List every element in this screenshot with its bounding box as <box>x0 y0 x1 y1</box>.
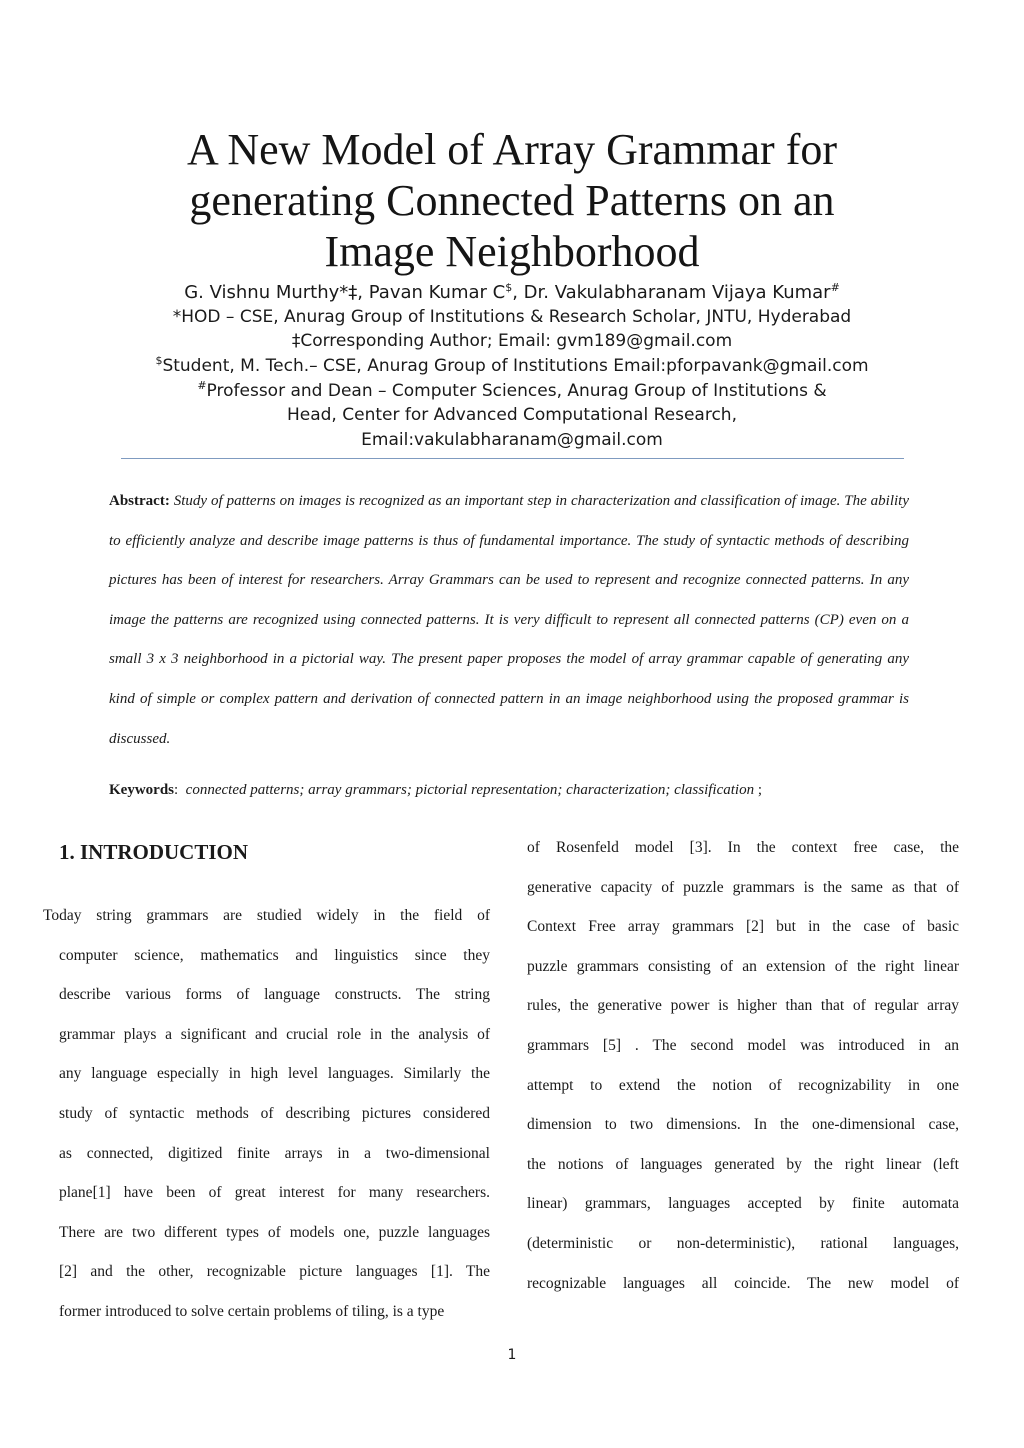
affiliation-line-5: Head, Center for Advanced Computational Research, <box>286 405 737 425</box>
left-column-line: describe various forms of language constructs. The string <box>59 986 490 1004</box>
keywords-end: ; <box>754 782 762 798</box>
left-column-line: plane[1] have been of great interest for many researchers. <box>59 1184 490 1202</box>
affiliation-line-3-text: Student, M. Tech.– CSE, Anurag Group of Institutions Email:pforpavank@gmail.com <box>162 356 869 376</box>
right-column-line: linear) grammars, languages accepted by finite automata <box>527 1195 959 1213</box>
right-column-line: dimension to two dimensions. In the one-dimensional case, <box>527 1116 959 1134</box>
abstract <box>109 482 909 759</box>
author-2: , Dr. Vakulabharanam Vijaya Kumar <box>512 282 831 303</box>
title-line-3: Image Neighborhood <box>324 227 700 276</box>
affiliation-line-3-mark: $ <box>155 354 163 367</box>
left-column-line: as connected, digitized finite arrays in a two-dimensional <box>59 1144 490 1162</box>
left-column-line: former introduced to solve certain problems of tiling, is a type <box>59 1302 445 1320</box>
right-column-line: generative capacity of puzzle grammars is the same as that of <box>527 878 959 896</box>
left-column-line: There are two different types of models one, puzzle languages <box>59 1223 490 1241</box>
keywords-separator: : <box>174 782 179 798</box>
abstract-text: Study of patterns on images is recognized as an important step in characterization and classification of image. The ability to efficiently analyze and describe image patterns is thus of fundamental importance. The study of syntactic methods of describing pictures has been of interest for researchers. Array Grammars can be used to represent and recognize connected patterns. In any image the patterns are recognized using connected patterns. It is very difficult to represent all connected patterns (CP) even on a small 3 x 3 neighborhood in a pictorial way. The present paper proposes the model of array grammar capable of generating any kind of simple or complex pattern and derivation of connected pattern in an image neighborhood using the proposed grammar is discussed. <box>109 493 910 747</box>
author-list <box>60 281 964 305</box>
keywords-text: connected patterns; array grammars; pictorial representation; characterization; classification <box>185 782 755 798</box>
author-1-mark: $ <box>505 281 513 294</box>
keywords-label: Keywords <box>109 782 174 798</box>
title-line-1: A New Model of Array Grammar for <box>186 125 838 174</box>
affiliation-line-2: ‡Corresponding Author; Email: gvm189@gmail.com <box>291 331 733 351</box>
right-column-line: attempt to extend the notion of recognizability in one <box>527 1076 959 1094</box>
right-column-line: Context Free array grammars [2] but in the case of basic <box>527 918 959 936</box>
right-column <box>527 828 959 1303</box>
left-column <box>43 896 490 1332</box>
left-column-line: [2] and the other, recognizable picture languages [1]. The <box>59 1263 490 1281</box>
title-line-2: generating Connected Patterns on an <box>189 176 835 225</box>
left-column-line: Today string grammars are studied widely in the field of <box>43 907 490 924</box>
affiliation-line-1: *HOD – CSE, Anurag Group of Institutions & Research Scholar, JNTU, Hyderabad <box>172 307 852 327</box>
affiliation-line-3 <box>60 354 964 378</box>
paper-title <box>100 124 924 277</box>
affiliation-line-4 <box>60 379 964 403</box>
affiliation-line-4-mark: # <box>197 379 207 392</box>
right-column-line: puzzle grammars consisting of an extension of the right linear <box>527 957 959 975</box>
page-number: 1 <box>507 1347 517 1363</box>
right-column-line: (deterministic or non-deterministic), rational languages, <box>527 1234 959 1252</box>
keywords <box>109 778 909 802</box>
author-1: G. Vishnu Murthy*‡, Pavan Kumar C <box>184 282 506 303</box>
header-divider <box>121 458 904 459</box>
right-column-line: the notions of languages generated by the right linear (left <box>527 1155 959 1173</box>
right-column-line: of Rosenfeld model [3]. In the context free case, the <box>527 839 959 856</box>
affiliation-line-4-text: Professor and Dean – Computer Sciences, Anurag Group of Institutions & <box>206 381 827 401</box>
left-column-line: computer science, mathematics and linguistics since they <box>59 946 490 964</box>
left-column-line: grammar plays a significant and crucial role in the analysis of <box>59 1025 490 1043</box>
abstract-label: Abstract: <box>109 493 170 509</box>
right-column-line: rules, the generative power is higher than that of regular array <box>527 997 959 1015</box>
affiliation-line-6: Email:vakulabharanam@gmail.com <box>361 430 663 450</box>
right-column-line: recognizable languages all coincide. The new model of <box>527 1274 959 1292</box>
author-2-mark: # <box>830 281 840 294</box>
left-column-line: study of syntactic methods of describing pictures considered <box>59 1104 490 1122</box>
left-column-line: any language especially in high level languages. Similarly the <box>59 1065 490 1083</box>
right-column-line: grammars [5] . The second model was introduced in an <box>527 1036 959 1054</box>
section-heading: 1. INTRODUCTION <box>59 840 249 864</box>
